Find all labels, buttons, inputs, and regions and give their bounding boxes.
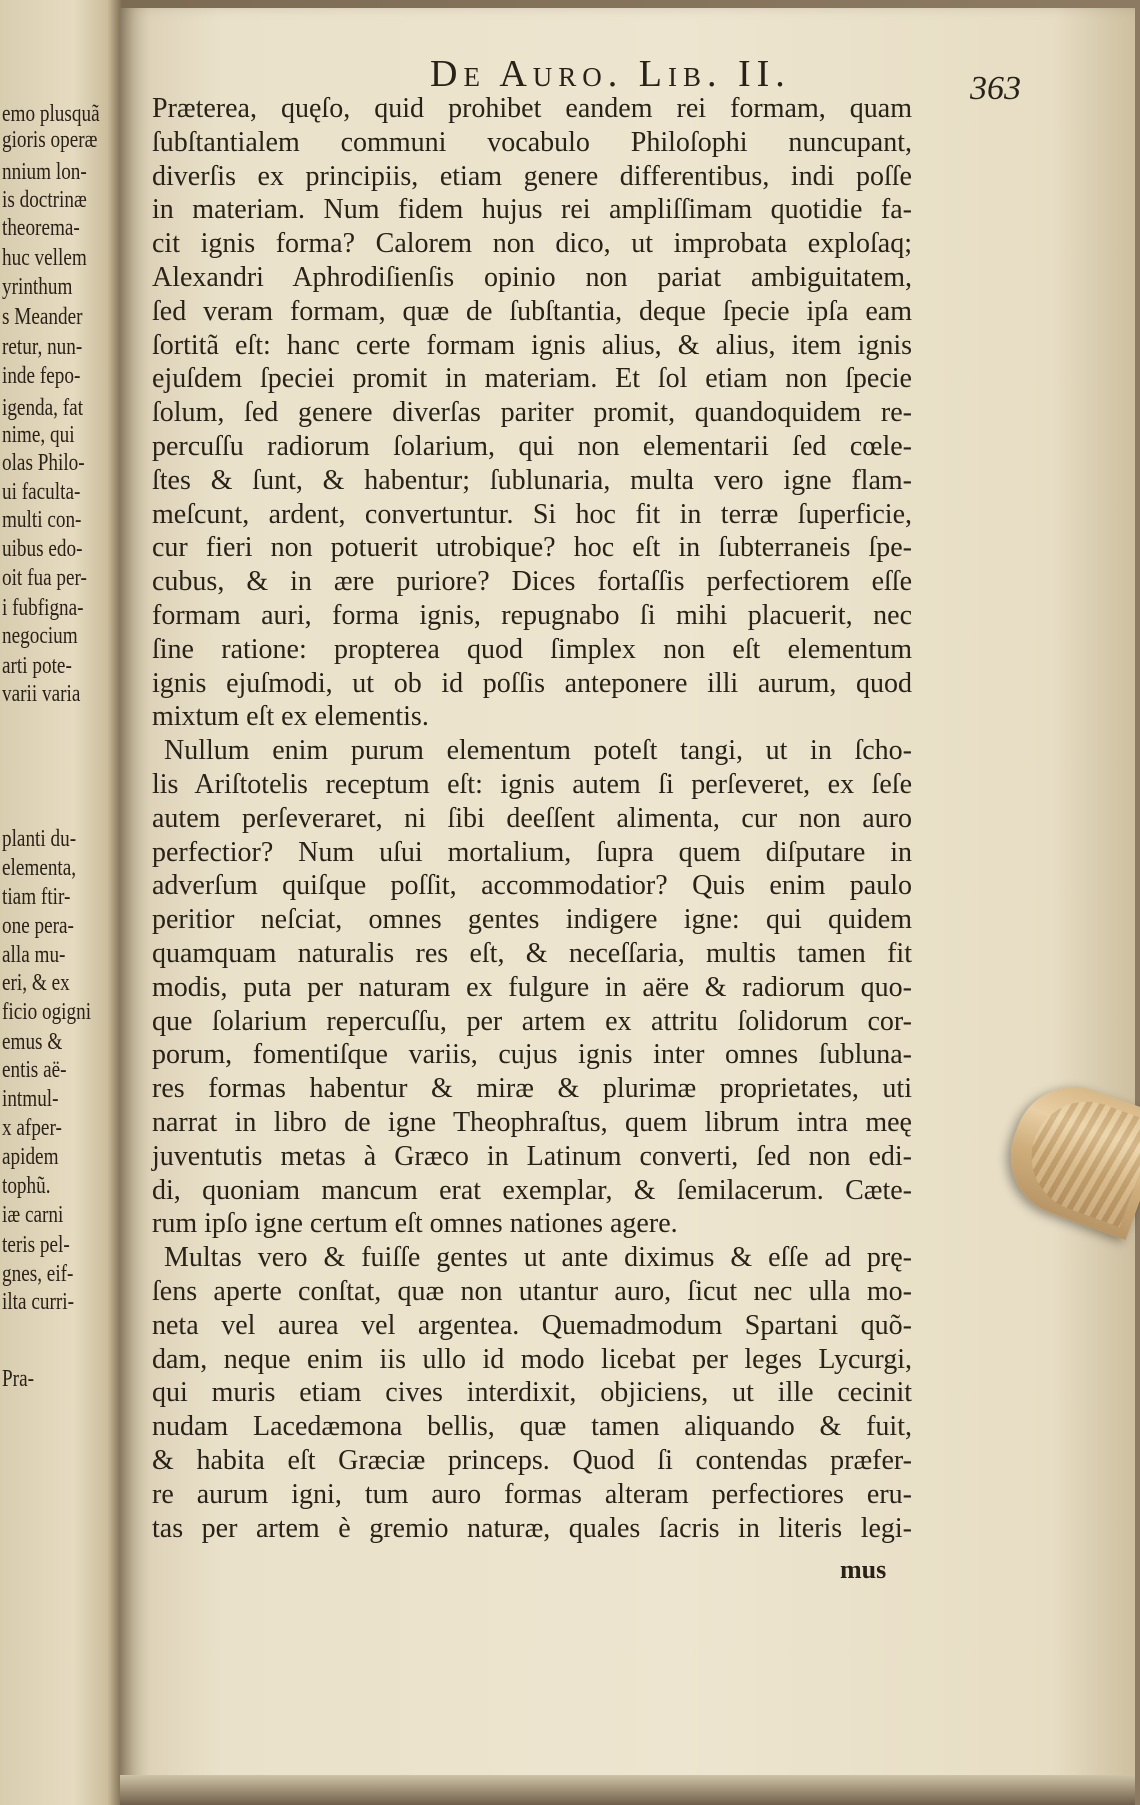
left-margin-fragment: igenda, fat	[2, 395, 84, 421]
body-text-line: lis Ariſtotelis receptum eſt: ignis autem ſi perſeveret, ex ſeſe	[152, 769, 912, 800]
body-text-line: meſcunt, ardent, convertuntur. Si hoc fit in terræ ſuperficie,	[152, 499, 912, 530]
left-margin-fragment: uibus edo-	[2, 536, 83, 562]
body-text-line: cur fieri non potuerit utrobique? hoc eſt in ſubterraneis ſpe-	[152, 532, 912, 563]
body-text-line: Multas vero & fuiſſe gentes ut ante diximus & eſſe ad prę-	[164, 1242, 912, 1273]
page-bottom-edge	[120, 1775, 1135, 1805]
left-margin-fragment: negocium	[2, 623, 78, 649]
body-text-line: peritior neſciat, omnes gentes indigere igne: qui quidem	[152, 904, 912, 935]
body-text-line: juventutis metas à Græco in Latinum converti, ſed non edi-	[152, 1141, 912, 1172]
left-margin-fragment: varii varia	[2, 681, 81, 707]
left-margin-fragment: olas Philo-	[2, 450, 85, 476]
right-page	[120, 8, 1135, 1800]
body-text-line: ſolum, ſed genere diverſas pariter promit, quandoquidem re-	[152, 397, 912, 428]
left-margin-fragment: planti du-	[2, 826, 77, 852]
left-margin-fragment: theorema-	[2, 215, 80, 241]
body-text-line: ſubſtantialem communi vocabulo Philoſophi nuncupant,	[152, 127, 912, 158]
body-text-line: & habita eſt Græciæ princeps. Quod ſi contendas præfer-	[152, 1445, 912, 1476]
body-text-line: ſtes & ſunt, & habentur; ſublunaria, multa vero igne flam-	[152, 465, 912, 496]
body-text-line: mixtum eſt ex elementis.	[152, 701, 429, 732]
left-margin-fragment: is doctrinæ	[2, 187, 87, 213]
body-text-line: diverſis ex principiis, etiam genere differentibus, indi poſſe	[152, 161, 912, 192]
left-margin-fragment: s Meander	[2, 304, 83, 330]
left-margin-fragment: Pra-	[2, 1366, 34, 1392]
left-margin-fragment: ilta curri-	[2, 1289, 74, 1315]
left-margin-fragment: retur, nun-	[2, 334, 83, 360]
body-text-line: ignis ejuſmodi, ut ob id poſſis anteponere illi aurum, quod	[152, 668, 912, 699]
body-text-line: re aurum igni, tum auro formas alteram perfectiores eru-	[152, 1479, 912, 1510]
left-margin-fragment: multi con-	[2, 507, 82, 533]
body-text-line: neta vel aurea vel argentea. Quemadmodum Spartani quõ-	[152, 1310, 912, 1341]
left-margin-fragment: ui faculta-	[2, 479, 81, 505]
body-text-line: ſens aperte conſtat, quæ non utantur auro, ſicut nec ulla mo-	[152, 1276, 912, 1307]
left-margin-fragment: yrinthum	[2, 274, 73, 300]
body-text-line: res formas habentur & miræ & plurimæ proprietates, uti	[152, 1073, 912, 1104]
left-margin-fragment: x afper-	[2, 1115, 62, 1141]
left-margin-fragment: entis aë-	[2, 1057, 67, 1083]
left-margin-fragment: intmul-	[2, 1086, 59, 1112]
left-margin-fragment: gnes, eif-	[2, 1261, 74, 1287]
body-text-line: perfectior? Num uſui mortalium, ſupra quem diſputare in	[152, 837, 912, 868]
body-text-line: cit ignis forma? Calorem non dico, ut improbata exploſaq;	[152, 228, 912, 259]
left-page-edge	[0, 0, 122, 1805]
body-text-line: percuſſu radiorum ſolarium, qui non elementarii ſed cœle-	[152, 431, 912, 462]
running-head: De Auro. Lib. II.	[430, 53, 791, 95]
body-text-line: porum, fomentiſque variis, cujus ignis inter omnes ſubluna-	[152, 1039, 912, 1070]
left-margin-fragment: huc vellem	[2, 245, 87, 271]
body-text-line: ſed veram formam, quæ de ſubſtantia, deque ſpecie ipſa eam	[152, 296, 912, 327]
body-text-line: Præterea, quęſo, quid prohibet eandem rei formam, quam	[152, 93, 912, 124]
left-margin-fragment: emo plusquã	[2, 101, 100, 127]
body-text-line: adverſum quiſque poſſit, accommodatior? Quis enim paulo	[152, 870, 912, 901]
left-margin-fragment: tiam ftir-	[2, 884, 71, 910]
body-text-line: Alexandri Aphrodiſienſis opinio non pariat ambiguitatem,	[152, 262, 912, 293]
catchword: mus	[840, 1555, 887, 1584]
body-text-line: ſortitã eſt: hanc certe formam ignis alius, & alius, item ignis	[152, 330, 912, 361]
left-margin-fragment: apidem	[2, 1144, 59, 1170]
page-number: 363	[970, 70, 1021, 107]
left-margin-fragment: inde fepo-	[2, 363, 81, 389]
body-text-line: nudam Lacedæmona bellis, quæ tamen aliquando & fuit,	[152, 1411, 912, 1442]
body-text-line: narrat in libro de igne Theophraſtus, quem librum intra meę	[152, 1107, 912, 1138]
left-margin-fragment: i fubfigna-	[2, 595, 84, 621]
body-text-line: in materiam. Num fidem hujus rei ampliſſimam quotidie fa-	[152, 194, 912, 225]
left-margin-fragment: teris pel-	[2, 1232, 70, 1258]
body-text-line: di, quoniam mancum erat exemplar, & ſemilacerum. Cæte-	[152, 1175, 912, 1206]
body-text-line: cubus, & in ære puriore? Dices fortaſſis perfectiorem eſſe	[152, 566, 912, 597]
body-text-line: que ſolarium repercuſſu, per artem ex attritu ſolidorum cor-	[152, 1006, 912, 1037]
left-margin-fragment: gioris operæ	[2, 127, 98, 153]
body-text-line: qui muris etiam cives interdixit, objiciens, ut ille cecinit	[152, 1377, 912, 1408]
left-margin-fragment: nime, qui	[2, 422, 75, 448]
body-text-line: Nullum enim purum elementum poteſt tangi, ut in ſcho-	[164, 735, 912, 766]
body-text-line: ſine ratione: propterea quod ſimplex non eſt elementum	[152, 634, 912, 665]
body-text-line: dam, neque enim iis ullo id modo licebat per leges Lycurgi,	[152, 1344, 912, 1375]
left-margin-fragment: elementa,	[2, 855, 77, 881]
left-margin-fragment: alla mu-	[2, 942, 66, 968]
left-margin-fragment: tophũ.	[2, 1173, 51, 1199]
left-margin-fragment: emus &	[2, 1029, 63, 1055]
body-text-line: rum ipſo igne certum eſt omnes nationes agere.	[152, 1208, 678, 1239]
left-margin-fragment: iæ carni	[2, 1202, 64, 1228]
body-text-line: quamquam naturalis res eſt, & neceſſaria, multis tamen fit	[152, 938, 912, 969]
body-text-line: ejuſdem ſpeciei promit in materiam. Et ſol etiam non ſpecie	[152, 363, 912, 394]
body-text-line: autem perſeveraret, ni ſibi deeſſent alimenta, cur non auro	[152, 803, 912, 834]
left-margin-fragment: nnium lon-	[2, 159, 87, 185]
left-margin-fragment: ficio ogigni	[2, 999, 92, 1025]
body-text-line: tas per artem è gremio naturæ, quales ſacris in literis legi-	[152, 1513, 912, 1544]
body-text-line: formam auri, forma ignis, repugnabo ſi mihi placuerit, nec	[152, 600, 912, 631]
left-margin-fragment: eri, & ex	[2, 970, 70, 996]
body-text-line: modis, puta per naturam ex fulgure in aëre & radiorum quo-	[152, 972, 912, 1003]
left-margin-fragment: oit fua per-	[2, 565, 87, 591]
left-margin-fragment: one pera-	[2, 913, 74, 939]
left-margin-fragment: arti pote-	[2, 653, 72, 679]
